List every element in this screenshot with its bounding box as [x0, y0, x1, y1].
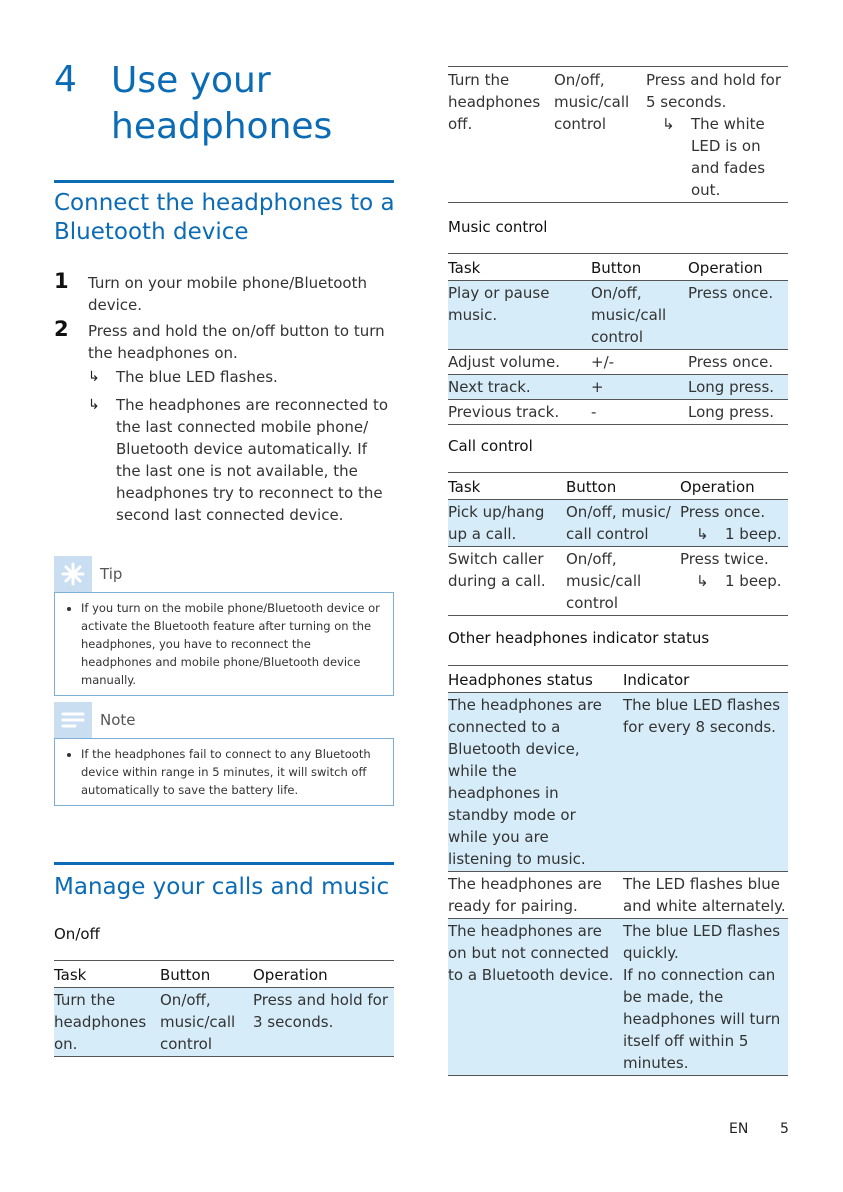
result-arrow-icon: ↳ [696, 572, 709, 590]
button-cell: - [591, 400, 688, 425]
column-header: Operation [688, 254, 788, 281]
operation-cell [680, 547, 788, 616]
step-number: 1 [54, 269, 69, 293]
chapter-title: Use your headphones [111, 60, 333, 147]
note-text: • If the headphones fail to connect to any Bluetooth device within range in 5 minutes, it will switch off automatically to save the battery life. [81, 745, 383, 799]
music-control-table [448, 253, 788, 425]
task-cell: Turn the headphones off. [448, 67, 554, 203]
section-rule [54, 862, 394, 865]
operation-cell [680, 500, 788, 547]
section-rule [54, 180, 394, 183]
step-result [88, 394, 394, 526]
result-text: The headphones are reconnected to the last connected mobile phone/ Bluetooth device automatically. If the last one is not available, the headphones try to reconnect to the second last connected device. [116, 396, 389, 524]
operation-text: Press and hold for 5 seconds. [646, 71, 781, 111]
table-header-row [54, 961, 394, 988]
note-label: Note [100, 711, 136, 729]
step-text: Press and hold the on/off button to turn the headphones on. [88, 322, 385, 362]
table-row [54, 988, 394, 1057]
indicator-status-table [448, 665, 788, 1076]
table-header-row [448, 666, 788, 693]
indicator-status-title: Other headphones indicator status [448, 629, 710, 647]
table-row [448, 500, 788, 547]
indicator-cell: The blue LED flashes for every 8 seconds. [623, 693, 788, 872]
table-row [448, 375, 788, 400]
note-header [54, 702, 394, 738]
operation-cell [646, 67, 788, 203]
operation-text: Press once. [680, 503, 766, 521]
result-text: 1 beep. [725, 572, 782, 590]
table-row [448, 281, 788, 350]
status-cell: The headphones are on but not connected to a Bluetooth device. [448, 919, 623, 1076]
connect-steps [54, 269, 394, 532]
indicator-text: The blue LED flashes quickly. [623, 922, 781, 962]
footer-language: EN [729, 1121, 749, 1137]
section-title-manage: Manage your calls and music [54, 874, 390, 900]
section-title-connect: Connect the headphones to a Bluetooth device [54, 190, 395, 245]
task-cell: Previous track. [448, 400, 591, 425]
table-row [448, 919, 788, 1076]
indicator-text: If no connection can be made, the headphones will turn itself off within 5 minutes. [623, 966, 781, 1072]
column-header: Task [448, 254, 591, 281]
task-cell: Pick up/hang up a call. [448, 500, 566, 547]
table-row [448, 693, 788, 872]
step-1 [54, 269, 394, 316]
tip-header [54, 556, 394, 592]
step-number: 2 [54, 317, 69, 341]
operation-cell: Press once. [688, 281, 788, 350]
operation-text: Press twice. [680, 550, 769, 568]
table-row [448, 350, 788, 375]
step-result [88, 366, 394, 388]
column-header: Task [448, 473, 566, 500]
operation-cell: Long press. [688, 375, 788, 400]
tip-label: Tip [100, 565, 123, 583]
button-cell: On/off, music/ call control [566, 500, 680, 547]
status-cell: The headphones are ready for pairing. [448, 872, 623, 919]
result-arrow-icon: ↳ [88, 369, 100, 385]
call-control-title: Call control [448, 437, 533, 455]
indicator-cell [623, 919, 788, 1076]
chapter-number: 4 [54, 59, 77, 100]
button-cell: On/off, music/call control [554, 67, 646, 203]
button-cell: + [591, 375, 688, 400]
result-text: 1 beep. [725, 525, 782, 543]
status-cell: The headphones are connected to a Bluetooth device, while the headphones in standby mode or while you are listening to music. [448, 693, 623, 872]
table-header-row [448, 473, 788, 500]
onoff-title: On/off [54, 925, 100, 943]
indicator-cell: The LED flashes blue and white alternately. [623, 872, 788, 919]
onoff-table [54, 960, 394, 1057]
step-2 [54, 317, 394, 526]
table-row [448, 67, 788, 203]
operation-result [680, 570, 788, 592]
onoff-table-continued [448, 66, 788, 203]
result-text: The white LED is on and fades out. [691, 115, 766, 199]
column-header: Operation [253, 961, 394, 988]
note-callout [54, 702, 394, 806]
step-text: Turn on your mobile phone/Bluetooth device. [88, 274, 367, 314]
button-cell: On/off, music/call control [566, 547, 680, 616]
button-cell: On/off, music/call control [160, 988, 253, 1057]
button-cell: +/- [591, 350, 688, 375]
call-control-table [448, 472, 788, 616]
music-control-title: Music control [448, 218, 548, 236]
column-header: Button [591, 254, 688, 281]
operation-result [646, 113, 788, 201]
result-text: The blue LED flashes. [116, 368, 278, 386]
note-lines-icon [54, 702, 92, 738]
button-cell: On/off, music/call control [591, 281, 688, 350]
result-arrow-icon: ↳ [88, 397, 100, 413]
result-arrow-icon: ↳ [662, 115, 675, 133]
column-header: Task [54, 961, 160, 988]
column-header: Operation [680, 473, 788, 500]
operation-result [680, 523, 788, 545]
operation-cell: Long press. [688, 400, 788, 425]
tip-text: • If you turn on the mobile phone/Bluetooth device or activate the Bluetooth feature after turning on the headphones, you have to reconnect the headphones and mobile phone/Bluetooth device manually. [81, 599, 383, 689]
task-cell: Adjust volume. [448, 350, 591, 375]
table-row [448, 547, 788, 616]
column-header: Button [566, 473, 680, 500]
task-cell: Next track. [448, 375, 591, 400]
table-row [448, 400, 788, 425]
table-row [448, 872, 788, 919]
column-header: Indicator [623, 666, 788, 693]
tip-asterisk-icon [54, 556, 92, 592]
column-header: Button [160, 961, 253, 988]
operation-cell: Press once. [688, 350, 788, 375]
table-header-row [448, 254, 788, 281]
task-cell: Switch caller during a call. [448, 547, 566, 616]
note-box [54, 738, 394, 806]
task-cell: Turn the headphones on. [54, 988, 160, 1057]
tip-box [54, 592, 394, 696]
column-header: Headphones status [448, 666, 623, 693]
result-arrow-icon: ↳ [696, 525, 709, 543]
operation-cell: Press and hold for 3 seconds. [253, 988, 394, 1057]
task-cell: Play or pause music. [448, 281, 591, 350]
footer-page-number: 5 [780, 1121, 789, 1137]
tip-callout [54, 556, 394, 696]
